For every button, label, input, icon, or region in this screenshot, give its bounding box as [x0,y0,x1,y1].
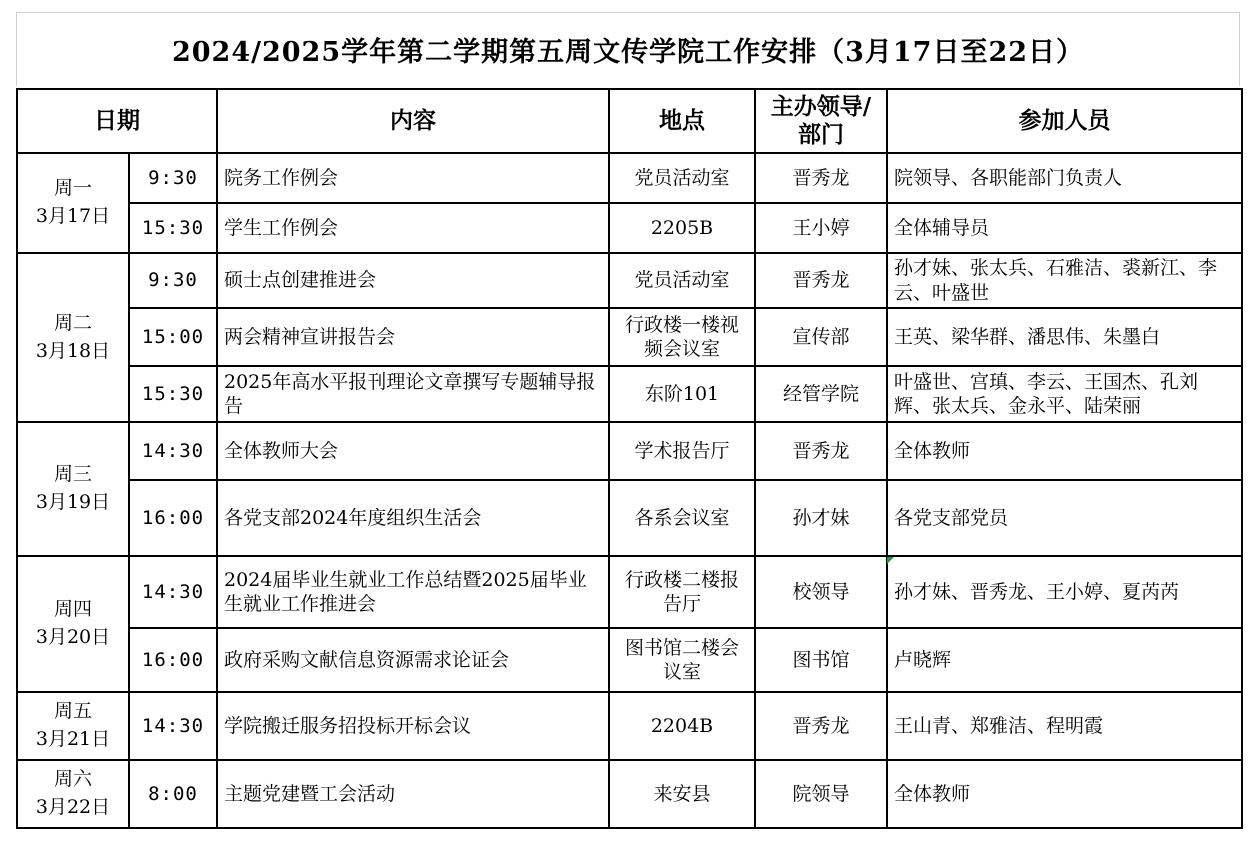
host-cell: 孙才妹 [755,480,887,556]
weekday-label: 周六 [53,768,92,791]
weekday-label: 周二 [53,311,92,334]
table-row [17,480,1242,556]
host-cell: 经管学院 [755,366,887,422]
participants-cell: 王山青、郑雅洁、程明霞 [887,692,1242,760]
content-cell: 硕士点创建推进会 [217,253,609,308]
comment-marker [887,557,894,564]
participants-cell: 全体教师 [887,760,1242,828]
header-row [17,89,1242,153]
title-bar [16,12,1240,86]
participants-cell: 叶盛世、宫瑱、李云、王国杰、孔刘辉、张太兵、金永平、陆荣丽 [887,366,1242,422]
host-cell: 院领导 [755,760,887,828]
table-row [17,203,1242,253]
participants-cell: 孙才妹、张太兵、石雅洁、裘新江、李云、叶盛世 [887,253,1242,308]
schedule-body [17,153,1242,828]
weekday-label: 周四 [53,598,92,621]
header-host: 主办领导/部门 [755,89,887,153]
location-cell: 党员活动室 [609,153,755,203]
day-cell [17,556,129,692]
page-title: 2024/2025学年第二学期第五周文传学院工作安排（3月17日至22日） [171,37,1085,68]
location-cell: 行政楼二楼报告厅 [609,556,755,628]
date-label: 3月21日 [35,728,111,750]
location-cell: 2204B [609,692,755,760]
host-cell: 图书馆 [755,628,887,692]
table-row [17,366,1242,422]
table-row [17,308,1242,366]
day-cell [17,253,129,422]
header-content: 内容 [217,89,609,153]
content-cell: 2024届毕业生就业工作总结暨2025届毕业生就业工作推进会 [217,556,609,628]
date-label: 3月20日 [35,626,111,648]
time-cell: 14:30 [129,422,217,480]
content-cell: 院务工作例会 [217,153,609,203]
day-cell [17,422,129,556]
location-cell: 行政楼一楼视频会议室 [609,308,755,366]
time-cell: 14:30 [129,692,217,760]
header-participants: 参加人员 [887,89,1242,153]
weekday-label: 周三 [53,463,92,486]
time-cell: 15:30 [129,203,217,253]
content-cell: 各党支部2024年度组织生活会 [217,480,609,556]
date-label: 3月19日 [35,491,111,513]
content-cell: 两会精神宣讲报告会 [217,308,609,366]
participants-cell: 各党支部党员 [887,480,1242,556]
time-cell: 15:00 [129,308,217,366]
participants-cell: 全体教师 [887,422,1242,480]
content-cell: 学生工作例会 [217,203,609,253]
table-row [17,422,1242,480]
content-cell: 学院搬迁服务招投标开标会议 [217,692,609,760]
time-cell: 9:30 [129,253,217,308]
weekday-label: 周一 [53,177,92,200]
content-cell: 2025年高水平报刊理论文章撰写专题辅导报告 [217,366,609,422]
table-row [17,760,1242,828]
time-cell: 14:30 [129,556,217,628]
time-cell: 9:30 [129,153,217,203]
table-row [17,556,1242,628]
header-date: 日期 [17,89,217,153]
table-row [17,153,1242,203]
time-cell: 15:30 [129,366,217,422]
table-row [17,692,1242,760]
location-cell: 图书馆二楼会议室 [609,628,755,692]
host-cell: 校领导 [755,556,887,628]
location-cell: 来安县 [609,760,755,828]
table-row [17,253,1242,308]
schedule-table [16,88,1243,829]
table-row [17,628,1242,692]
date-label: 3月18日 [35,339,111,362]
time-cell: 16:00 [129,628,217,692]
participants-cell: 全体辅导员 [887,203,1242,253]
day-cell [17,760,129,828]
location-cell: 各系会议室 [609,480,755,556]
location-cell: 学术报告厅 [609,422,755,480]
host-cell: 宣传部 [755,308,887,366]
time-cell: 16:00 [129,480,217,556]
host-cell: 晋秀龙 [755,253,887,308]
participants-cell: 卢晓辉 [887,628,1242,692]
day-cell [17,153,129,253]
content-cell: 主题党建暨工会活动 [217,760,609,828]
content-cell: 全体教师大会 [217,422,609,480]
host-cell: 晋秀龙 [755,153,887,203]
participants-cell: 王英、梁华群、潘思伟、朱墨白 [887,308,1242,366]
time-cell: 8:00 [129,760,217,828]
location-cell: 东阶101 [609,366,755,422]
participants-cell: 孙才妹、晋秀龙、王小婷、夏芮芮 [887,556,1242,628]
content-cell: 政府采购文献信息资源需求论证会 [217,628,609,692]
host-cell: 晋秀龙 [755,422,887,480]
date-label: 3月22日 [35,796,111,818]
day-cell [17,692,129,760]
participants-cell: 院领导、各职能部门负责人 [887,153,1242,203]
location-cell: 党员活动室 [609,253,755,308]
host-cell: 王小婷 [755,203,887,253]
weekday-label: 周五 [53,700,92,723]
location-cell: 2205B [609,203,755,253]
date-label: 3月17日 [35,205,111,227]
host-cell: 晋秀龙 [755,692,887,760]
header-location: 地点 [609,89,755,153]
